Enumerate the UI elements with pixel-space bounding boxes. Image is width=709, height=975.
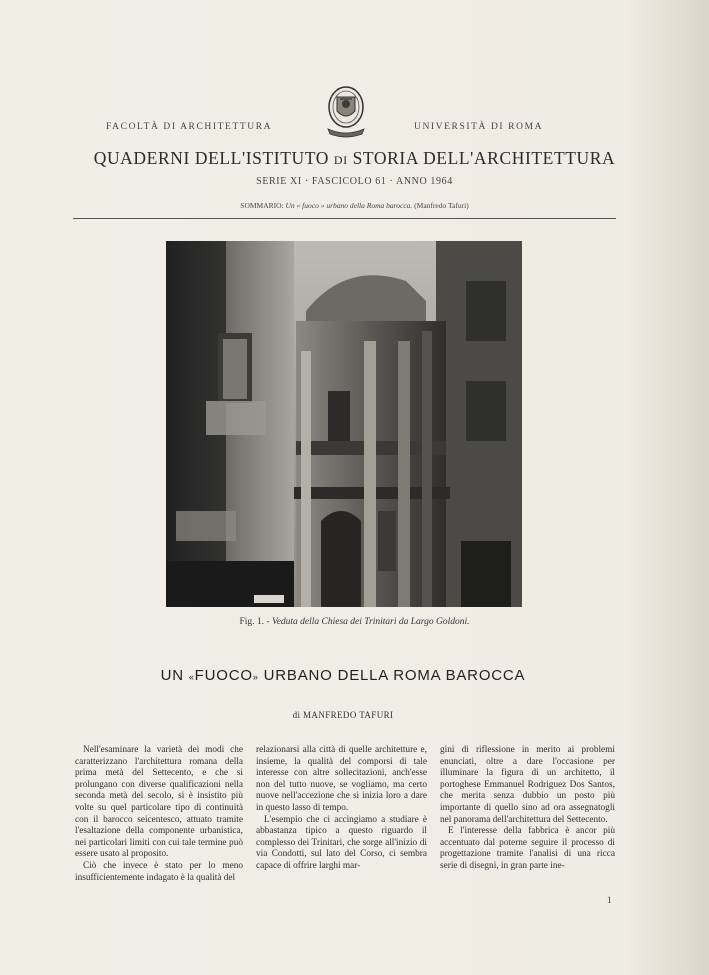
university-seal-icon bbox=[326, 85, 366, 139]
paragraph: Ciò che invece è stato per lo meno insufficientemente indagato è la qualità del bbox=[75, 860, 243, 883]
page-number: 1 bbox=[607, 895, 612, 905]
header-divider bbox=[73, 218, 616, 219]
paragraph: Nell'esaminare la varietà dei modi che caratterizzano l'architettura romana della prima metà del Settecento, e che si prolungano con diverse qualificazioni nella seconda metà del secolo, si è insistito più volte su quel particolare tipo di continuità con il barocco seicentesco, attuato tramite l'esaltazione della componente urbanistica, nei particolari limiti con cui tale termine può essere usato al proposito. bbox=[75, 745, 243, 860]
summary-text: Un « fuoco » urbano della Roma barocca. bbox=[285, 201, 413, 210]
text-column-1 bbox=[75, 745, 243, 884]
journal-title-di: DI bbox=[333, 153, 348, 167]
article-title-quote-close: » bbox=[252, 672, 259, 682]
faculty-label: FACOLTÀ DI ARCHITETTURA bbox=[106, 122, 273, 132]
article-title-quote-open: « bbox=[188, 672, 195, 682]
university-label: UNIVERSITÀ DI ROMA bbox=[414, 122, 544, 132]
paragraph: L'esempio che ci accingiamo a studiare è abbastanza tipico a questo riguardo il complesso dei Trinitari, che sorge all'inizio di via Condotti, sul lato del Corso, ci sembra capace di offrire larghi mar- bbox=[256, 814, 427, 871]
article-title-word: FUOCO bbox=[194, 667, 253, 684]
figure-caption-text: Veduta della Chiesa dei Trinitari da Largo Goldoni. bbox=[271, 617, 470, 627]
article-title-post: URBANO DELLA ROMA BAROCCA bbox=[263, 667, 526, 684]
paragraph: E l'interesse della fabbrica è ancor più accentuato dal poterne seguire il processo di progettazione tramite l'analisi di una ricca serie di disegni, in gran parte ine- bbox=[440, 826, 615, 871]
church-photograph bbox=[166, 241, 522, 607]
figure-caption bbox=[0, 617, 709, 627]
text-column-2 bbox=[256, 745, 427, 873]
figure-label: Fig. 1. - bbox=[239, 617, 270, 627]
text-column-3 bbox=[440, 745, 615, 873]
paragraph: gini di riflessione in merito ai problemi enunciati, oltre a dare l'occasione per illuminare la figura di un architetto, il portoghese Emmanuel Rodriguez Dos Santos, che merita senza dubbio un posto più importante di quello sino ad ora assegnatogli nel panorama dell'architettura del Settecento. bbox=[440, 745, 615, 825]
paragraph: relazionarsi alla città di quelle architetture e, insieme, la qualità del comporsi di tale interesse con altre sollecitazioni, anch'esse non del tutto nuove, se vogliamo, ma certo nuove nell'accezione che si inizia loro a dare in questo lasso di tempo. bbox=[256, 745, 427, 813]
series-line: SERIE XI · FASCICOLO 61 · ANNO 1964 bbox=[256, 176, 453, 187]
summary-label: SOMMARIO: bbox=[240, 201, 284, 210]
summary-author: (Manfredo Tafuri) bbox=[414, 201, 469, 210]
journal-title bbox=[0, 148, 709, 169]
article-author: di MANFREDO TAFURI bbox=[292, 710, 394, 720]
article-title-pre: UN bbox=[160, 667, 184, 684]
article-title bbox=[0, 667, 686, 684]
summary-line bbox=[0, 201, 709, 210]
journal-title-part1: QUADERNI DELL'ISTITUTO bbox=[93, 148, 329, 168]
journal-title-part2: STORIA DELL'ARCHITETTURA bbox=[352, 148, 616, 168]
page-edge-shadow bbox=[663, 0, 709, 975]
